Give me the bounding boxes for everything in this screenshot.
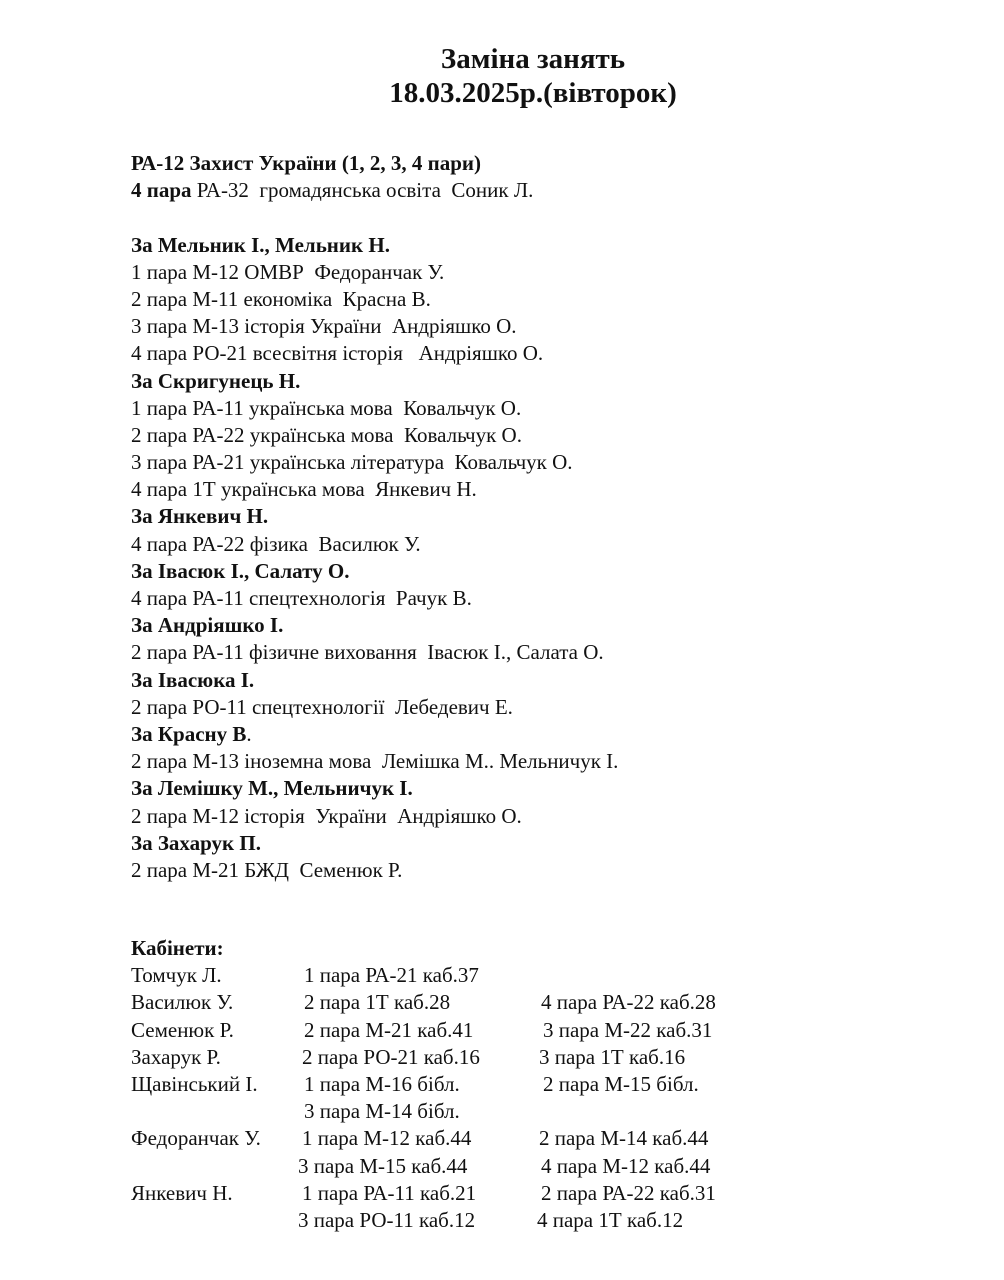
intro-heading: РА-12 Захист України (1, 2, 3, 4 пари) <box>131 151 481 175</box>
replacement-heading <box>131 775 971 802</box>
replacement-item: 1 пара М-12 ОМВР Федоранчак У. <box>131 259 445 284</box>
replacement-item: 4 пара РА-11 спецтехнологія Рачук В. <box>131 586 472 610</box>
replacement-list <box>131 232 971 885</box>
title-line-1: Заміна занять <box>440 43 626 75</box>
replacement-heading-text: За Мельник І., Мельник Н. <box>131 232 390 257</box>
replacements-section <box>131 150 971 884</box>
cabinet-teacher: Томчук Л. <box>131 963 222 988</box>
cabinet-teacher: Щавінський І. <box>131 1071 258 1096</box>
cabinet-slot-2: 2 пара М-15 бібл. <box>543 1071 699 1096</box>
cabinet-slot-2: 2 пара М-14 каб.44 <box>539 1126 709 1151</box>
cabinets-list <box>131 962 971 1234</box>
intro-line-rest: РА-32 громадянська освіта Соник Л. <box>191 178 534 203</box>
cabinet-slot-1: 2 пара РО-21 каб.16 <box>302 1044 480 1069</box>
replacement-heading-text: За Красну В <box>131 721 247 746</box>
cabinet-slot-1: 2 пара М-21 каб.41 <box>304 1017 474 1042</box>
replacement-heading-text: За Івасюк І., Салату О. <box>131 558 350 583</box>
cabinet-slot-1: 1 пара М-16 бібл. <box>304 1071 460 1096</box>
cabinet-row <box>131 1098 971 1125</box>
cabinet-teacher: Захарук Р. <box>131 1044 221 1069</box>
cabinet-slot-2: 4 пара РА-22 каб.28 <box>541 990 716 1015</box>
cabinet-slot-1: 3 пара М-14 бібл. <box>304 1099 460 1124</box>
cabinet-teacher: Василюк У. <box>131 990 234 1015</box>
cabinet-row <box>131 1153 971 1180</box>
cabinet-slot-1: 2 пара 1Т каб.28 <box>304 990 451 1015</box>
replacement-item: 3 пара М-13 історія України Андріяшко О. <box>131 314 517 339</box>
replacement-heading-text: За Івасюка І. <box>131 667 255 692</box>
replacement-item: 3 пара РА-21 українська література Ковальчук О. <box>131 450 573 475</box>
replacement-heading-text: За Лемішку М., Мельничук І. <box>131 776 413 801</box>
replacement-heading-text: За Андріяшко І. <box>131 613 284 638</box>
cabinet-slot-1: 1 пара РА-11 каб.21 <box>302 1180 477 1205</box>
cabinet-row <box>131 1207 971 1234</box>
cabinet-slot-2: 2 пара РА-22 каб.31 <box>541 1180 716 1205</box>
replacement-item: 2 пара РО-11 спецтехнології Лебедевич Е. <box>131 694 513 719</box>
cabinet-slot-1: 1 пара РА-21 каб.37 <box>304 963 479 988</box>
replacement-heading-text: За Янкевич Н. <box>131 504 269 529</box>
cabinet-slot-1: 3 пара М-15 каб.44 <box>298 1153 468 1178</box>
spacer <box>131 204 971 231</box>
replacement-item: 2 пара РА-11 фізичне виховання Івасюк І., Салата О. <box>131 640 604 665</box>
cabinet-row <box>131 962 971 989</box>
cabinet-slot-2: 3 пара 1Т каб.16 <box>539 1044 686 1069</box>
replacement-heading-text: За Захарук П. <box>131 830 261 855</box>
cabinet-teacher: Семенюк Р. <box>131 1017 234 1042</box>
replacement-heading <box>131 503 971 530</box>
cabinet-teacher: Федоранчак У. <box>131 1126 261 1151</box>
replacement-heading <box>131 612 971 639</box>
cabinet-slot-1: 1 пара М-12 каб.44 <box>302 1126 472 1151</box>
cabinets-heading: Кабінети: <box>131 936 224 960</box>
replacement-heading <box>131 558 971 585</box>
replacement-item: 2 пара М-13 іноземна мова Лемішка М.. Мельничук І. <box>131 749 619 774</box>
cabinet-row <box>131 989 971 1016</box>
replacement-heading <box>131 830 971 857</box>
cabinet-row <box>131 1017 971 1044</box>
cabinet-slot-2: 4 пара М-12 каб.44 <box>541 1153 711 1178</box>
replacement-heading <box>131 232 971 259</box>
intro-line-bold: 4 пара <box>131 178 192 203</box>
cabinets-section <box>131 935 971 1234</box>
cabinet-row <box>131 1044 971 1071</box>
cabinet-teacher: Янкевич Н. <box>131 1180 233 1205</box>
replacement-item: 2 пара М-21 БЖД Семенюк Р. <box>131 857 403 882</box>
replacement-item: 2 пара М-11 економіка Красна В. <box>131 286 431 311</box>
replacement-item: 2 пара РА-22 українська мова Ковальчук О. <box>131 422 522 447</box>
replacement-item: 4 пара РО-21 всесвітня історія Андріяшко О. <box>131 341 544 366</box>
replacement-item: 4 пара 1Т українська мова Янкевич Н. <box>131 477 477 502</box>
cabinet-slot-2: 4 пара 1Т каб.12 <box>537 1207 684 1232</box>
replacement-heading <box>131 368 971 395</box>
cabinet-row <box>131 1125 971 1152</box>
cabinet-slot-2: 3 пара М-22 каб.31 <box>543 1017 713 1042</box>
intro-line <box>131 177 971 204</box>
title-line-2: 18.03.2025р.(вівторок) <box>389 77 677 109</box>
replacement-heading <box>131 721 971 748</box>
replacement-heading-suffix: . <box>246 721 252 746</box>
replacement-item: 1 пара РА-11 українська мова Ковальчук О. <box>131 395 522 420</box>
replacement-item: 2 пара М-12 історія України Андріяшко О. <box>131 803 522 828</box>
replacement-heading <box>131 667 971 694</box>
cabinet-row <box>131 1180 971 1207</box>
cabinet-row <box>131 1071 971 1098</box>
replacement-heading-text: За Скригунець Н. <box>131 368 301 393</box>
document-title <box>0 42 1004 110</box>
replacement-item: 4 пара РА-22 фізика Василюк У. <box>131 531 421 556</box>
cabinet-slot-1: 3 пара РО-11 каб.12 <box>298 1207 476 1232</box>
